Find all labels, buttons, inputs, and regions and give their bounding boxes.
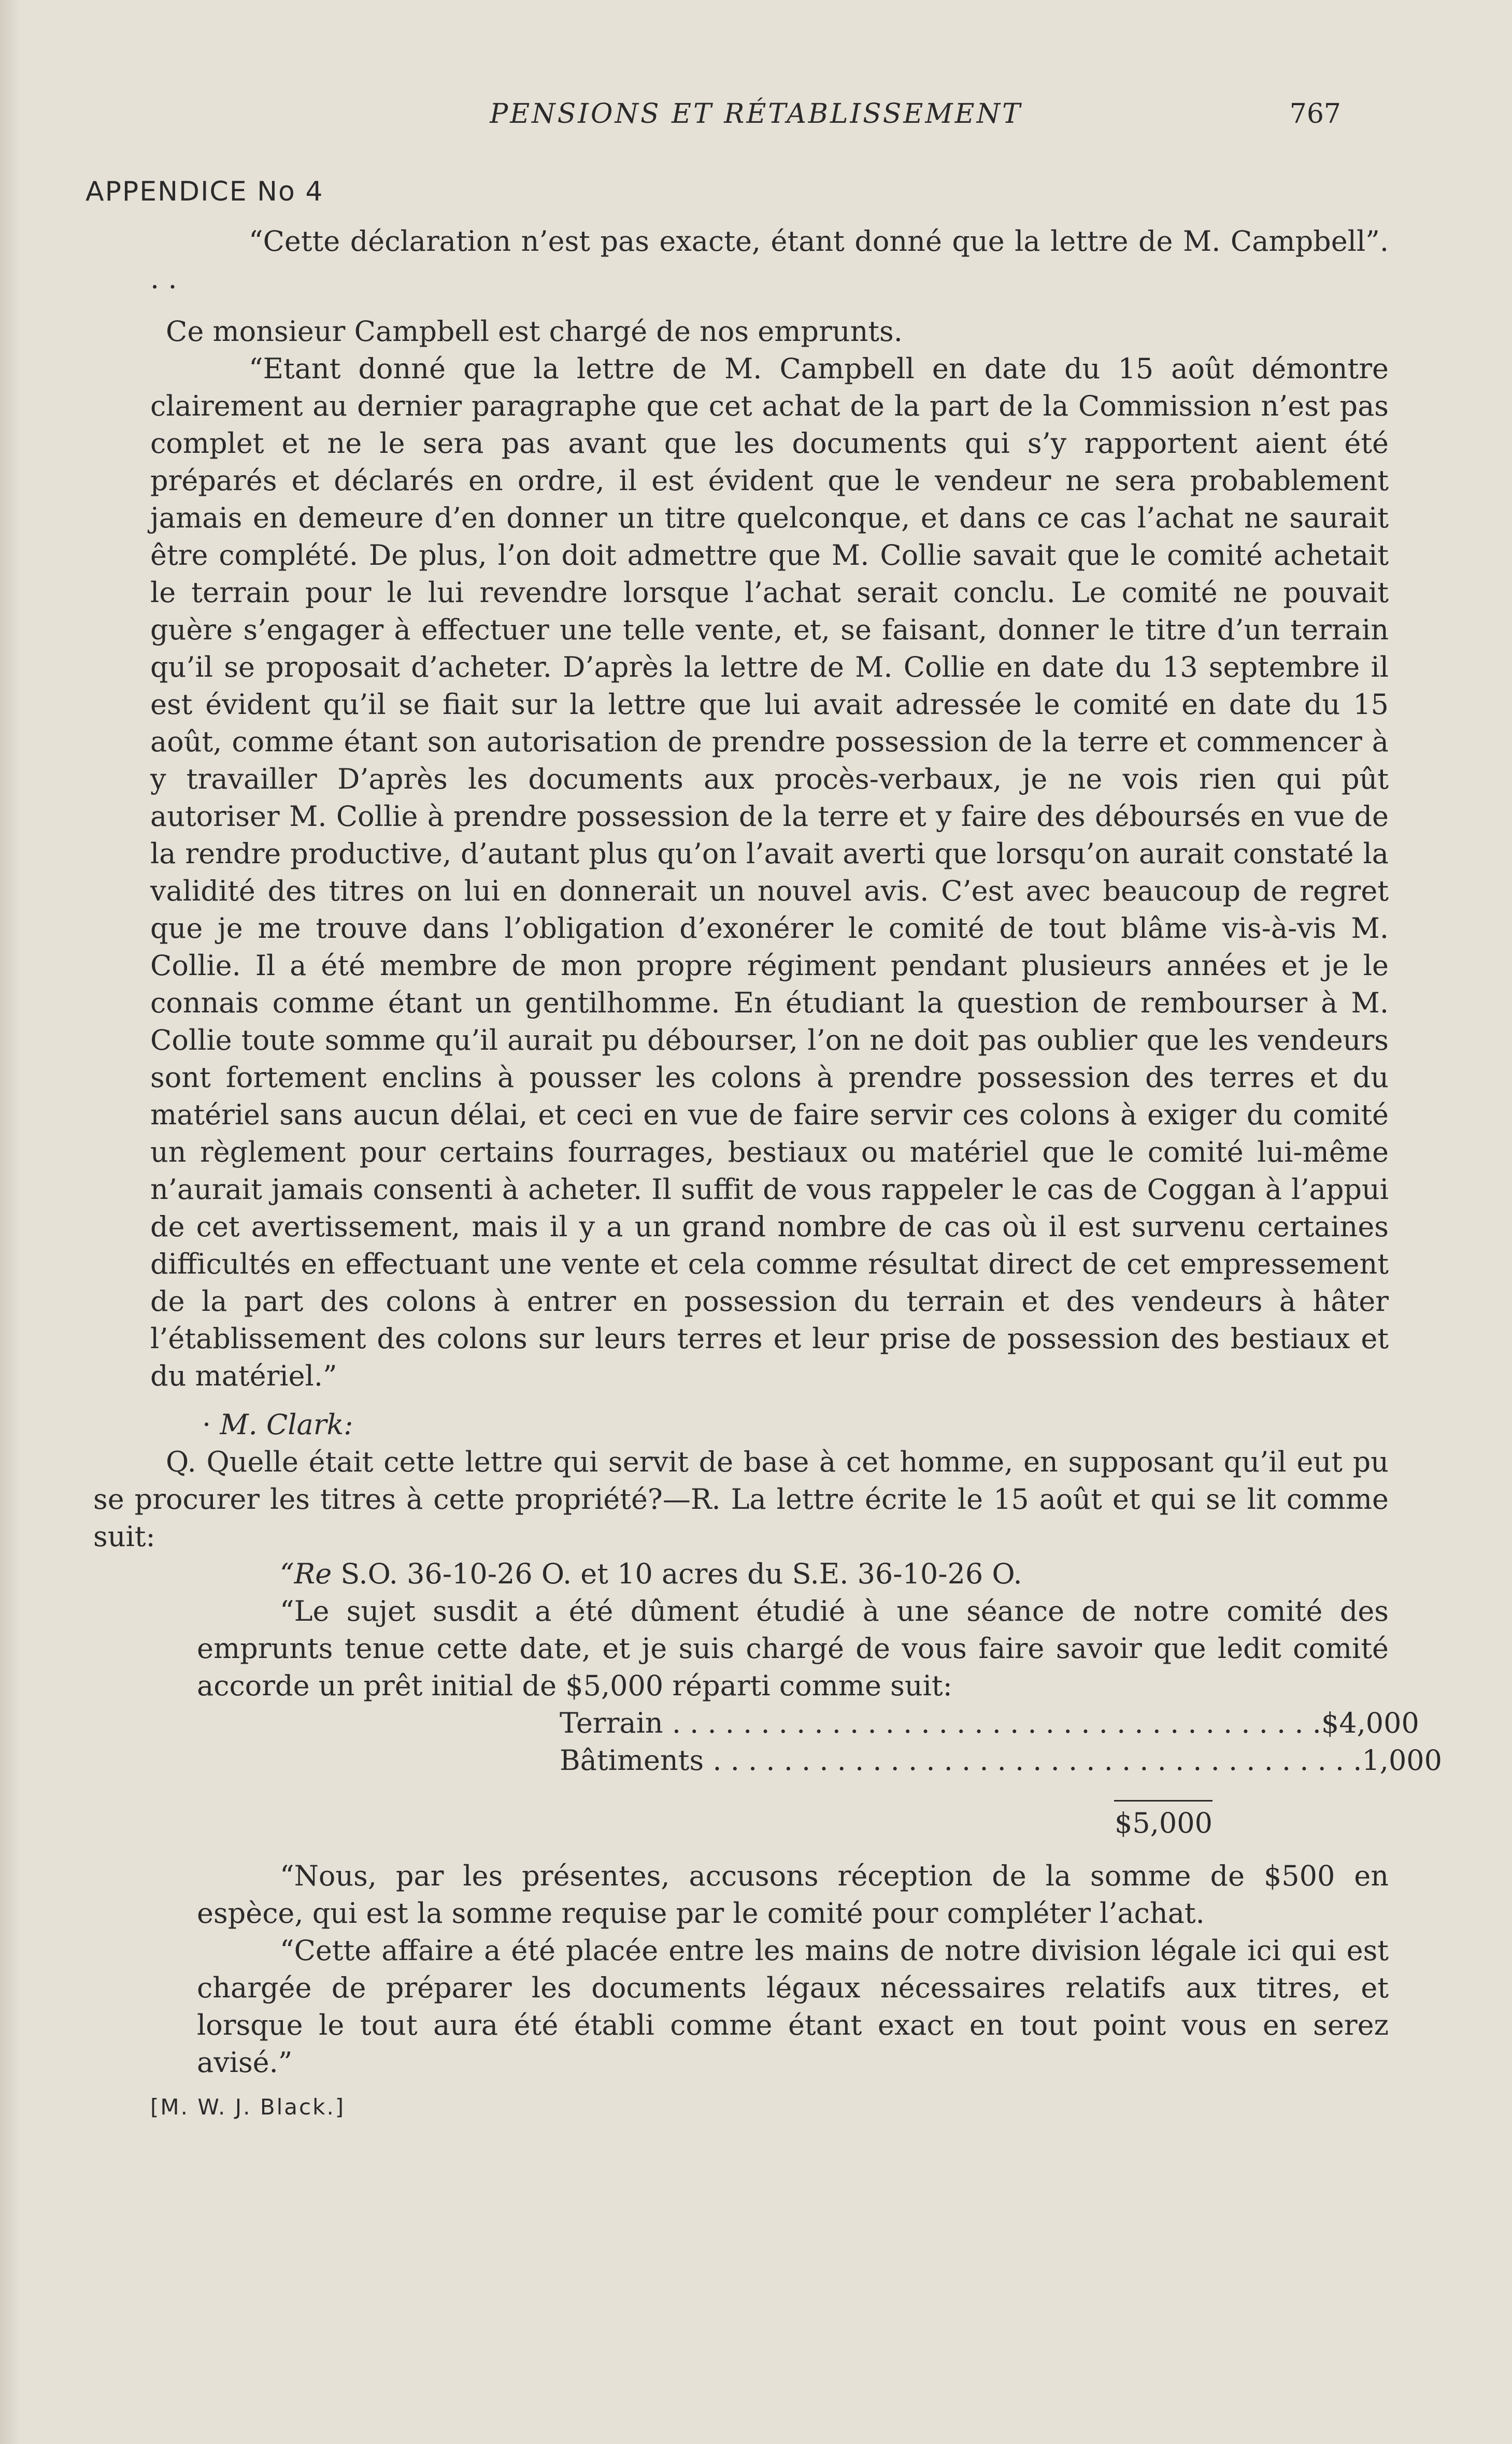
speaker-line xyxy=(150,1406,1389,1443)
ledger-total: $5,000 xyxy=(1115,1807,1213,1839)
ledger-label-terrain: Terrain . . . . . . . . . . . . . . . . . . . . . . . . . . . . . . . . . . . . . xyxy=(560,1707,1321,1739)
ledger-total-rule xyxy=(1114,1800,1213,1802)
paragraph-campbell: Ce monsieur Campbell est chargé de nos emprunts. xyxy=(166,315,903,348)
speaker-name: M. Clark: xyxy=(220,1408,353,1441)
ledger-amount-terrain: $4,000 xyxy=(1321,1707,1419,1739)
page-edge-shadow xyxy=(0,0,21,2444)
letter-paragraph-receipt: “Nous, par les présentes, accusons réception de la somme de $500 en espèce, qui est la somme requise par le comité pour compléter l’achat. xyxy=(197,1860,1389,1930)
page-number: 767 xyxy=(1289,98,1341,130)
letter-paragraph-loan: “Le sujet susdit a été dûment étudié à une séance de notre comité des emprunts tenue cette date, et je suis chargé de vous faire savoir que ledit comité accorde un prêt initial de $5,000 réparti comme suit: xyxy=(197,1595,1389,1702)
appendix-label: APPENDICE No 4 xyxy=(85,176,324,207)
letter-subject-re: “Re xyxy=(280,1557,332,1590)
ledger-row xyxy=(560,1705,1419,1742)
paragraph-letter-quote: “Etant donné que la lettre de M. Campbell en date du 15 août démontre clairement au dernier paragraphe que cet achat de la part de la Commission n’est pas complet et ne le sera pas avant que les documents qui s’y rapportent aient été préparés et déclarés en ordre, il est évident que le vendeur ne sera probablement jamais en demeure d’en donner un titre quelconque, et dans ce cas l’achat ne saurait être complété. De plus, l’on doit admettre que M. Collie savait que le comité achetait le terrain pour le lui revendre lorsque l’achat serait conclu. Le comité ne pouvait guère s’engager à effectuer une telle vente, et, se faisant, donner le titre d’un terrain qu’il se proposait d’acheter. D’après la lettre de M. Collie en date du 13 septembre il est évident qu’il se fiait sur la lettre que lui avait adressée le comité en date du 15 août, comme étant son autorisation de prendre possession de la terre et commencer à y travailler D’après les documents aux procès-verbaux, je ne vois rien qui pût autoriser M. Collie à prendre possession de la terre et y faire des déboursés en vue de la rendre productive, d’autant plus qu’on l’avait averti que lorsqu’on aurait constaté la validité des titres on lui en donnerait un nouvel avis. C’est avec beaucoup de regret que je me trouve dans l’obligation d’exonérer le comité de tout blâme vis-à-vis M. Collie. Il a été membre de mon propre régiment pendant plusieurs années et je le connais comme étant un gentilhomme. En étudiant la question de rembourser à M. Collie toute somme qu’il aurait pu débourser, l’on ne doit pas oublier que les vendeurs sont fortement enclins à pousser les colons à prendre possession des terres et du matériel sans aucun délai, et ceci en vue de faire servir ces colons à exiger du comité un règlement pour certains fourrages, bestiaux ou matériel que le comité lui-même n’aurait jamais consenti à acheter. Il suffit de vous rappeler le cas de Coggan à l’appui de cet avertissement, mais il y a un grand nombre de cas où il est survenu certaines difficultés en effectuant une vente et cela comme résultat direct de cet empressement de la part des colons à entrer en possession du terrain et des vendeurs à hâter l’établissement des colons sur leurs terres et leur prise de possession des bestiaux et du matériel.” xyxy=(150,352,1389,1392)
speaker-mark: · xyxy=(202,1408,211,1441)
document-body xyxy=(93,223,1443,2126)
loan-breakdown xyxy=(560,1705,1443,1842)
letter-subject xyxy=(197,1555,1389,1593)
question-answer: Q. Quelle était cette lettre qui servit de base à cet homme, en supposant qu’il eut pu se procurer les titres à cette propriété?—R. La lettre écrite le 15 août et qui se lit comme suit: xyxy=(93,1446,1389,1553)
ledger-amount-batiments: 1,000 xyxy=(1362,1744,1443,1777)
letter-subject-text: S.O. 36-10-26 O. et 10 acres du S.E. 36-10-26 O. xyxy=(332,1557,1022,1590)
quote-opening: “Cette déclaration n’est pas exacte, étant donné que la lettre de M. Campbell”. . . xyxy=(150,225,1389,295)
ledger-row xyxy=(560,1742,1443,1779)
signature: [M. W. J. Black.] xyxy=(150,2094,346,2120)
letter-paragraph-legal: “Cette affaire a été placée entre les mains de notre division légale ici qui est chargée de préparer les documents légaux nécessaires relatifs aux titres, et lorsque le tout aura été établi comme étant exact en tout point vous en serez avisé.” xyxy=(197,1934,1389,2079)
running-title: PENSIONS ET RÉTABLISSEMENT xyxy=(490,98,1022,130)
ledger-label-batiments: Bâtiments . . . . . . . . . . . . . . . . . . . . . . . . . . . . . . . . . . . . . xyxy=(560,1744,1362,1777)
